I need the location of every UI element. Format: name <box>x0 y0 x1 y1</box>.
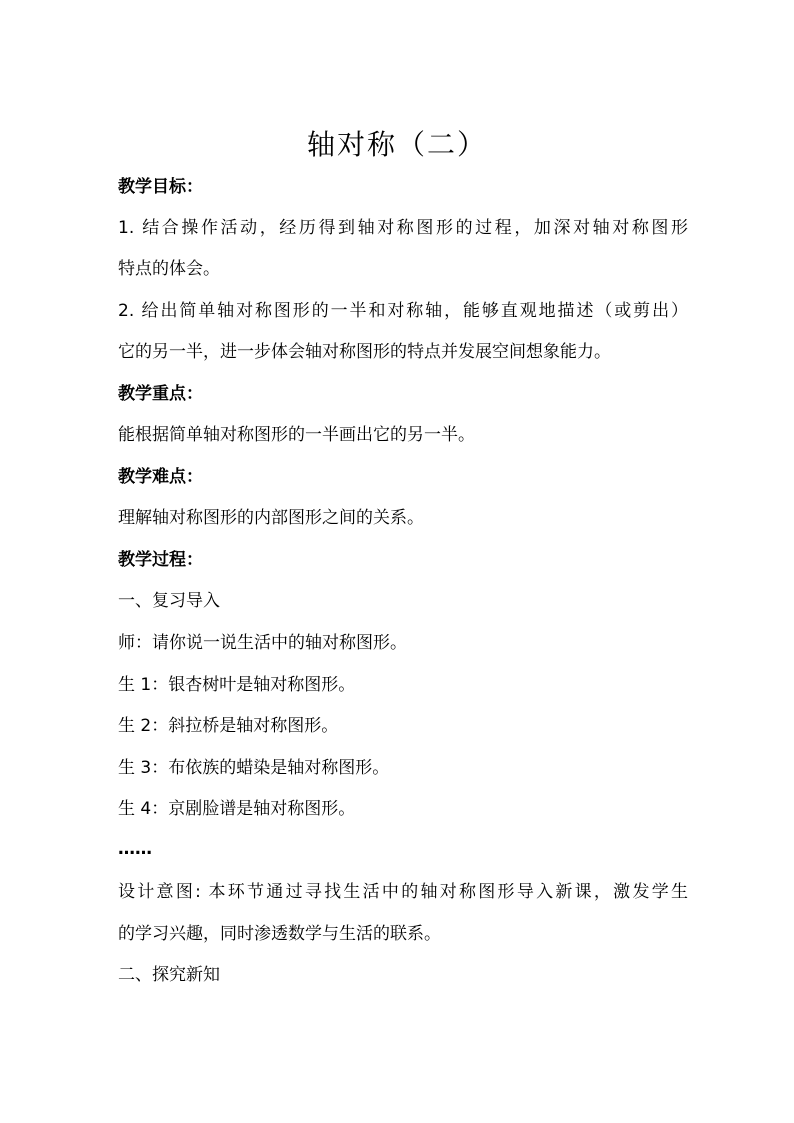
design-intent-line-2: 的学习兴趣，同时渗透数学与生活的联系。 <box>118 924 441 944</box>
section-review-title: 一、复习导入 <box>118 591 220 611</box>
teacher-prompt: 师：请你说一说生活中的轴对称图形。 <box>118 633 407 653</box>
objective-1-line-1: 1. 结合操作活动，经历得到轴对称图形的过程，加深对轴对称图形 <box>118 218 688 238</box>
student-answer-3: 生 3：布依族的蜡染是轴对称图形。 <box>118 758 390 778</box>
heading-teaching-process: 教学过程： <box>118 550 203 570</box>
page-title: 轴对称（二） <box>306 128 487 161</box>
student-answer-1: 生 1：银杏树叶是轴对称图形。 <box>118 675 356 695</box>
difficulties-text: 理解轴对称图形的内部图形之间的关系。 <box>118 508 424 528</box>
objective-2-line-1: 2. 给出简单轴对称图形的一半和对称轴，能够直观地描述（或剪出） <box>118 301 688 321</box>
student-answer-2: 生 2：斜拉桥是轴对称图形。 <box>118 716 339 736</box>
key-points-text: 能根据简单轴对称图形的一半画出它的另一半。 <box>118 425 475 445</box>
heading-difficulties: 教学难点： <box>118 467 203 487</box>
ellipsis: …… <box>118 839 152 859</box>
objective-2-line-2: 它的另一半，进一步体会轴对称图形的特点并发展空间想象能力。 <box>118 342 611 362</box>
design-intent-line-1: 设计意图: 本环节通过寻找生活中的轴对称图形导入新课，激发学生 <box>118 882 688 902</box>
section-explore-title: 二、探究新知 <box>118 965 220 985</box>
heading-key-points: 教学重点： <box>118 384 203 404</box>
student-answer-4: 生 4：京剧脸谱是轴对称图形。 <box>118 799 356 819</box>
objective-1-line-2: 特点的体会。 <box>118 259 220 279</box>
heading-teaching-objectives: 教学目标： <box>118 177 203 197</box>
